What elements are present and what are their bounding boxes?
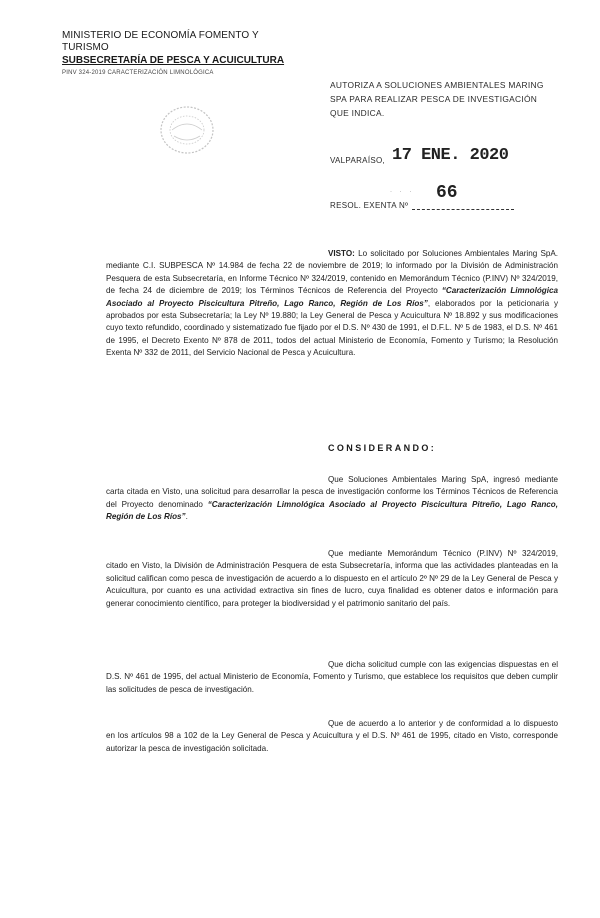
- considerando-paragraph-2: [106, 548, 558, 610]
- visto-text-2: , elaborados por la peticionaria y aprobados por esta Subsecretaría; la Ley Nº 19.880; la Ley General de Pesca y Acuicultura Nº 18.892 y sus modificaciones cuyo texto refundido, coordinado y sistematizado fue fijado por el D.S. Nº 430 de 1991, el D.F.L. Nº 5 de 1983, el D.S. Nº 461 de 1995, el Decreto Exento Nº 878 de 2011, todos del actual Ministerio de Economía, Fomento y Turismo; la Resolución Exenta Nº 332 de 2011, del Servicio Nacional de Pesca y Acuicultura.: [106, 298, 559, 358]
- p3-text: Que dicha solicitud cumple con las exigencias dispuestas en el D.S. Nº 461 de 1995, del actual Ministerio de Economía, Fomento y Turismo, que establece los requisitos que deben cumplir las solicitudes de pesca de investigación.: [106, 660, 558, 694]
- considerando-paragraph-4: [106, 718, 558, 755]
- letterhead: [62, 30, 302, 78]
- stamp-dots: · · ·: [390, 189, 415, 195]
- stamp-seal-icon: [158, 104, 216, 156]
- considerando-heading: CONSIDERANDO:: [328, 443, 437, 453]
- considerando-paragraph-1: [106, 474, 558, 524]
- visto-keyword: VISTO:: [328, 249, 355, 258]
- p2-text: Que mediante Memorándum Técnico (P.INV) Nº 324/2019, citado en Visto, la División de Administración Pesquera de esta Subsecretaría, informa que las actividades planteadas en la solicitud califican como pesca de investigación de acuerdo a lo dispuesto en el artículo 2º Nº 29 de la Ley General de Pesca y Acuicultura, por cuanto es una actividad extractiva sin fines de lucro, cuya finalidad es obtener datos e información para generar conocimiento científico, para proteger la biodiversidad y el patrimonio sanitario del país.: [106, 549, 558, 608]
- resolution-number-line: [412, 209, 514, 210]
- resolution-row: [330, 183, 570, 213]
- date-label: VALPARAÍSO,: [330, 156, 386, 165]
- p1-project-name: “Caracterización Limnológica Asociado al Proyecto Piscicultura Pitreño, Lago Ranco, Región de Los Ríos”: [106, 499, 559, 522]
- visto-paragraph: [106, 248, 558, 360]
- subsecretaria-name: SUBSECRETARÍA DE PESCA Y ACUICULTURA: [62, 55, 285, 66]
- p4-text: Que de acuerdo a lo anterior y de conformidad a lo dispuesto en los artículos 98 a 102 de la Ley General de Pesca y Acuicultura y el D.S. Nº 461 de 1995, citado en Visto, corresponde autorizar la pesca de investigación solicitada.: [106, 719, 558, 753]
- considerando-paragraph-3: [106, 659, 558, 696]
- resolution-label: RESOL. EXENTA Nº: [330, 201, 409, 210]
- date-stamp: 17 ENE. 2020: [392, 146, 509, 165]
- visto-project-name: “Caracterización Limnológica Asociado al Proyecto Piscicultura Pitreño, Lago Ranco, Región de Los Ríos”: [106, 286, 558, 308]
- resolution-number: 66: [436, 183, 458, 203]
- p1-end: .: [185, 512, 188, 522]
- visto-section: [106, 248, 558, 360]
- document-code: PINV 324-2019 CARACTERIZACIÓN LIMNOLÓGICA: [62, 70, 214, 76]
- date-row: [330, 146, 570, 176]
- p1-text: Que Soluciones Ambientales Maring SpA, ingresó mediante carta citada en Visto, una solicitud para desarrollar la pesca de investigación conforme los Términos Técnicos de Referencia del Proyecto denominado: [106, 475, 558, 509]
- ministry-name: MINISTERIO DE ECONOMÍA FOMENTO Y TURISMO: [62, 30, 259, 53]
- visto-text-1: Lo solicitado por Soluciones Ambientales Maring SpA. mediante C.I. SUBPESCA Nº 14.984 de fecha 22 de noviembre de 2019; lo informado por la División de Administración Pesquera de esta Subsecretaría, en Informe Técnico Nº 324/2019, contenido en Memorándum Técnico (P.INV) Nº 324/2019, de fecha 24 de diciembre de 2019; los Términos Técnicos de Referencia del Proyecto: [106, 249, 558, 296]
- resolution-subject: AUTORIZA A SOLUCIONES AMBIENTALES MARING SPA PARA REALIZAR PESCA DE INVESTIGACIÓN QUE INDICA.: [330, 80, 544, 118]
